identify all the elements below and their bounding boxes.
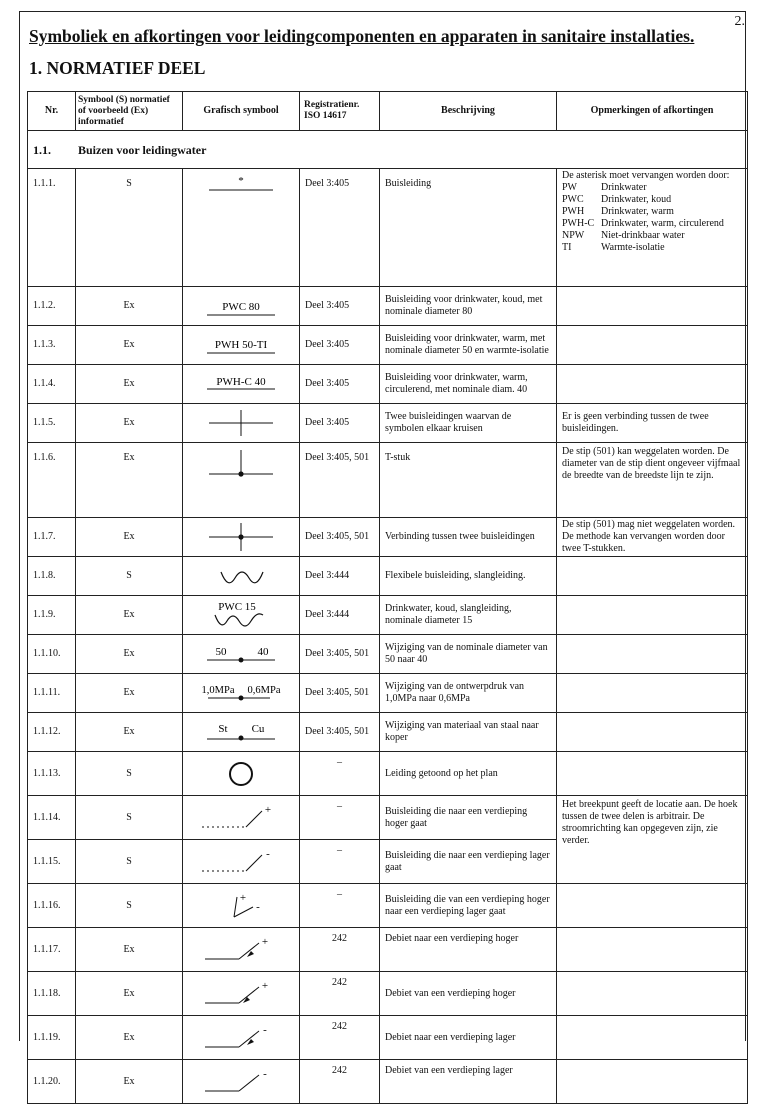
row-type: Ex [76,518,183,557]
flow-down-symbol [201,1023,281,1053]
row-reg: Deel 3:444 [300,557,380,596]
row-reg: – [300,884,380,928]
symbol-left-label: 1,0MPa [201,685,235,696]
riser-down-symbol [198,847,284,877]
row-type: Ex [76,443,183,518]
flexible-hose-symbol [201,599,281,631]
symbol-label: PWH-C 40 [216,376,266,388]
row-remark [557,928,748,972]
abbr-value: Drinkwater, koud [601,194,672,205]
row-remark [557,674,748,713]
row-reg: Deel 3:405 [300,326,380,365]
row-reg: Deel 3:405 [300,287,380,326]
row-desc: Wijziging van materiaal van staal naar koper [380,713,557,752]
row-remark [557,557,748,596]
row-remark: Het breekpunt geeft de locatie aan. De hoek tussen de twee delen is arbitrair. De stroomrichting kan opgegeven zijn, zie verder. [557,796,748,884]
row-remark [557,635,748,674]
row-type: Ex [76,674,183,713]
row-type: Ex [76,326,183,365]
row-reg: Deel 3:405 [300,169,380,287]
junction-symbol [201,522,281,552]
row-type: Ex [76,287,183,326]
row-symbol [183,713,300,752]
row-desc: Debiet naar een verdieping lager [380,1016,557,1060]
row-symbol [183,326,300,365]
row-nr: 1.1.5. [28,404,76,443]
pipe-symbol [201,174,281,194]
row-symbol [183,840,300,884]
row-desc: Wijziging van de nominale diameter van 50 naar 40 [380,635,557,674]
row-remark [557,972,748,1016]
section-title: 1. NORMATIEF DEEL [29,58,206,78]
table-header-row [28,92,748,131]
row-symbol [183,928,300,972]
symbol-sign: - [263,1067,267,1080]
row-symbol [183,287,300,326]
row-reg: Deel 3:405 [300,365,380,404]
symbol-sign: - [263,1023,267,1036]
row-symbol [183,972,300,1016]
row-symbol [183,518,300,557]
row-desc: Debiet van een verdieping lager [380,1060,557,1104]
row-symbol [183,674,300,713]
abbr-item [562,182,742,194]
row-type: Ex [76,1016,183,1060]
row-desc: Twee buisleidingen waarvan de symbolen elkaar kruisen [380,404,557,443]
table-row [28,674,748,713]
symbol-sign-plus: + [239,891,247,904]
symbols-table [27,91,748,1104]
material-change-symbol [201,720,281,744]
row-type: S [76,752,183,796]
subsection-number: 1.1. [33,142,51,157]
document-title: Symboliek en afkortingen voor leidingcomponenten en apparaten in sanitaire installaties. [29,26,695,46]
row-reg: 242 [300,1016,380,1060]
row-type: Ex [76,972,183,1016]
abbr-value: Drinkwater, warm, circulerend [601,218,724,229]
row-symbol [183,752,300,796]
table-row [28,752,748,796]
symbol-right-label: Cu [251,723,265,735]
row-remark [557,1016,748,1060]
row-desc: Buisleiding die van een verdieping hoger naar een verdieping lager gaat [380,884,557,928]
page-number: 2. [734,14,745,29]
symbol-label: PWC 80 [222,301,260,313]
row-remark [557,752,748,796]
symbol-sign: + [261,979,269,992]
row-remark [557,596,748,635]
row-remark: De stip (501) mag niet weggelaten worden. De methode kan vervangen worden door twee T-stukken. [557,518,748,557]
row-type: S [76,557,183,596]
row-nr: 1.1.2. [28,287,76,326]
row-symbol [183,596,300,635]
abbr-value: Niet-drinkbaar water [601,230,685,241]
row-nr: 1.1.6. [28,443,76,518]
row-desc: Buisleiding die naar een verdieping lager gaat [380,840,557,884]
row-type: Ex [76,1060,183,1104]
row-nr: 1.1.14. [28,796,76,840]
table-row [28,635,748,674]
flow-from-below-symbol [201,1067,281,1097]
row-remark [557,287,748,326]
col-symbol-header: Grafisch symbool [183,92,300,131]
tee-symbol [201,448,281,480]
row-nr: 1.1.19. [28,1016,76,1060]
row-remark [557,326,748,365]
row-reg: – [300,752,380,796]
abbr-key: PWC [562,194,584,205]
row-reg: Deel 3:405, 501 [300,713,380,752]
row-desc: Buisleiding voor drinkwater, koud, met nominale diameter 80 [380,287,557,326]
row-type: Ex [76,928,183,972]
row-desc: Verbinding tussen twee buisleidingen [380,518,557,557]
row-nr: 1.1.17. [28,928,76,972]
symbol-asterisk: * [238,175,244,187]
row-reg: Deel 3:405, 501 [300,674,380,713]
pressure-change-symbol [198,682,284,704]
table-row [28,404,748,443]
row-nr: 1.1.18. [28,972,76,1016]
row-symbol [183,1060,300,1104]
row-reg: – [300,796,380,840]
row-symbol [183,635,300,674]
row-reg: 242 [300,928,380,972]
row-type: Ex [76,596,183,635]
table-row [28,443,748,518]
row-reg: Deel 3:405, 501 [300,635,380,674]
col-remarks-header: Opmerkingen of afkortingen [557,92,748,131]
symbol-left-label: 50 [215,646,227,658]
symbol-sign: + [261,935,269,948]
row-symbol [183,884,300,928]
page-frame [19,11,746,1087]
col-desc-header: Beschrijving [380,92,557,131]
row-nr: 1.1.1. [28,169,76,287]
row-nr: 1.1.9. [28,596,76,635]
row-remark [557,713,748,752]
row-nr: 1.1.20. [28,1060,76,1104]
row-reg: 242 [300,972,380,1016]
row-type: Ex [76,635,183,674]
row-nr: 1.1.13. [28,752,76,796]
row-type: Ex [76,365,183,404]
pipe-symbol [201,373,281,395]
abbr-key: PWH [562,206,585,217]
row-reg: Deel 3:405, 501 [300,443,380,518]
flow-from-above-symbol [201,979,281,1009]
subsection-title: Buizen voor leidingwater [78,142,207,157]
abbr-value: Drinkwater [601,182,647,193]
row-symbol [183,443,300,518]
row-reg: 242 [300,1060,380,1104]
symbol-sign: - [266,847,270,860]
table-row [28,884,748,928]
table-row [28,365,748,404]
row-desc: Buisleiding die naar een verdieping hoger gaat [380,796,557,840]
row-nr: 1.1.11. [28,674,76,713]
riser-through-symbol [201,891,281,921]
pipe-symbol [201,334,281,356]
abbr-item [562,242,742,254]
subsection-row [28,131,748,169]
abbr-item [562,230,742,242]
row-reg: Deel 3:405, 501 [300,518,380,557]
row-remark: De stip (501) kan weggelaten worden. De diameter van de stip dient ongeveer vijfmaal de breedte van de breedste lijn te zijn. [557,443,748,518]
abbr-item [562,206,742,218]
row-nr: 1.1.16. [28,884,76,928]
riser-up-symbol [198,803,284,833]
row-desc: Debiet van een verdieping hoger [380,972,557,1016]
abbr-key: NPW [562,230,585,241]
symbol-label: PWH 50-TI [214,339,268,351]
row-nr: 1.1.8. [28,557,76,596]
abbr-value: Drinkwater, warm [601,206,674,217]
col-nr-header: Nr. [28,92,76,131]
row-remark [557,365,748,404]
symbol-right-label: 40 [257,646,269,658]
pipe-crossing-symbol [201,409,281,437]
flexible-hose-symbol [201,564,281,588]
row-desc: Buisleiding voor drinkwater, warm, circulerend, met nominale diam. 40 [380,365,557,404]
abbr-item [562,218,742,230]
diameter-change-symbol [201,643,281,665]
flow-up-symbol [201,935,281,965]
row-nr: 1.1.7. [28,518,76,557]
row-desc: T-stuk [380,443,557,518]
row-type: Ex [76,713,183,752]
row-desc: Wijziging van de ontwerpdruk van 1,0MPa naar 0,6MPa [380,674,557,713]
table-row [28,928,748,972]
row-symbol [183,557,300,596]
row-reg: Deel 3:444 [300,596,380,635]
remark-intro: De asterisk moet vervangen worden door: [562,170,730,181]
row-type: S [76,796,183,840]
row-desc: Leiding getoond op het plan [380,752,557,796]
row-type: Ex [76,404,183,443]
table-row [28,326,748,365]
row-remark: Er is geen verbinding tussen de twee buisleidingen. [557,404,748,443]
row-reg: – [300,840,380,884]
row-reg: Deel 3:405 [300,404,380,443]
symbol-label: PWC 15 [218,601,256,613]
row-desc: Buisleiding voor drinkwater, warm, met nominale diameter 50 en warmte-isolatie [380,326,557,365]
row-symbol [183,169,300,287]
circle-symbol [201,759,281,789]
abbr-value: Warmte-isolatie [601,242,665,253]
row-remark [557,169,748,287]
abbr-key: TI [562,242,572,253]
col-type-header: Symbool (S) normatief of voorbeeld (Ex) informatief [76,92,183,131]
pipe-symbol [201,295,281,317]
row-symbol [183,404,300,443]
row-type: S [76,169,183,287]
abbr-key: PW [562,182,577,193]
table-row [28,1016,748,1060]
symbol-sign: + [264,803,272,816]
table-row [28,518,748,557]
table-row [28,796,748,840]
row-nr: 1.1.3. [28,326,76,365]
abbr-item [562,194,742,206]
abbreviation-list [562,182,742,254]
row-symbol [183,1016,300,1060]
table-row [28,972,748,1016]
row-symbol [183,365,300,404]
row-remark [557,1060,748,1104]
symbol-left-label: St [218,723,228,735]
table-row [28,713,748,752]
table-row [28,557,748,596]
row-type: S [76,884,183,928]
table-row [28,1060,748,1104]
table-row [28,169,748,287]
symbol-sign-minus: - [256,900,260,913]
table-row [28,596,748,635]
row-symbol [183,796,300,840]
col-reg-header: Registratienr. ISO 14617 [300,92,380,131]
row-nr: 1.1.4. [28,365,76,404]
row-nr: 1.1.12. [28,713,76,752]
row-remark [557,884,748,928]
row-desc: Flexibele buisleiding, slangleiding. [380,557,557,596]
row-desc: Buisleiding [380,169,557,287]
abbr-key: PWH-C [562,218,595,229]
row-type: S [76,840,183,884]
row-desc: Drinkwater, koud, slangleiding, nominale diameter 15 [380,596,557,635]
symbol-right-label: 0,6MPa [247,685,281,696]
row-nr: 1.1.15. [28,840,76,884]
row-desc: Debiet naar een verdieping hoger [380,928,557,972]
table-row [28,287,748,326]
row-nr: 1.1.10. [28,635,76,674]
